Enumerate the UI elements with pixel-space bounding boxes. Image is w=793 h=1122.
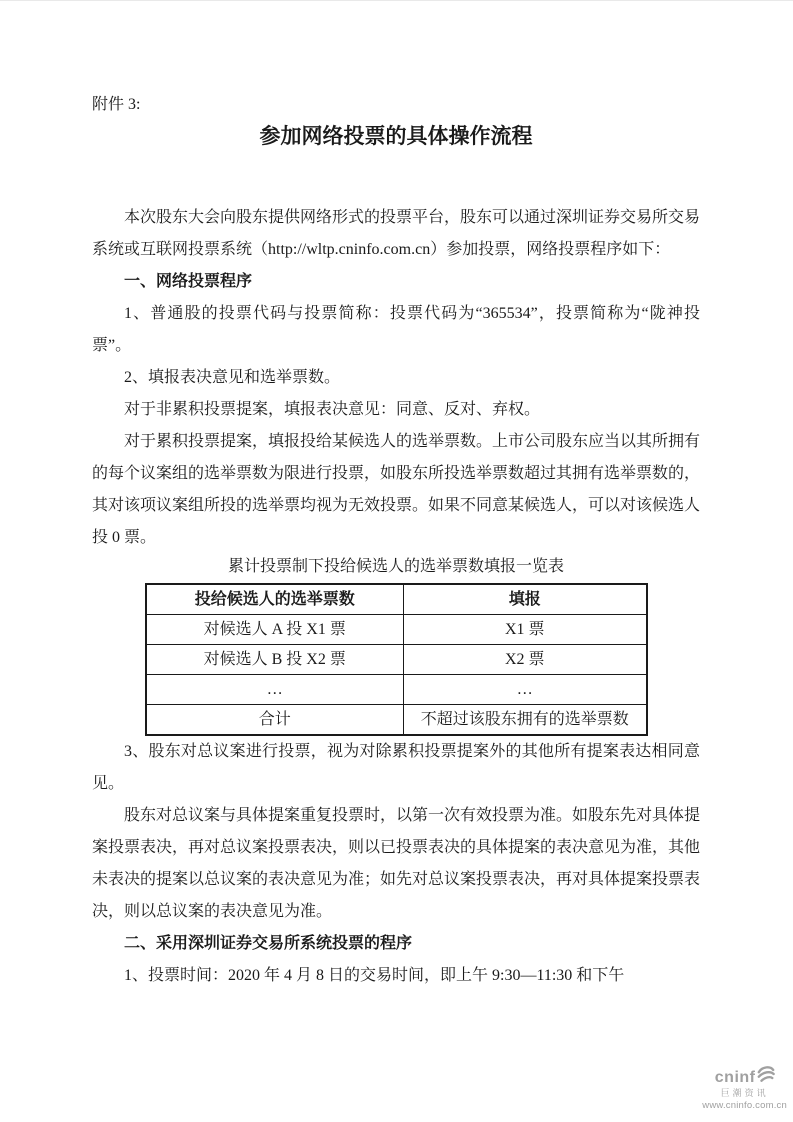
section2-paragraph-1: 1、投票时间：2020 年 4 月 8 日的交易时间，即上午 9:30—11:30 和下午	[124, 967, 625, 984]
attachment-label: 附件 3:	[92, 96, 141, 113]
table-cell: 对候选人 B 投 X2 票	[146, 645, 404, 675]
cninfo-brand-text: cninf	[714, 1068, 756, 1086]
cninfo-chinese-name: 巨潮资讯	[720, 1087, 769, 1098]
section1-paragraph-4: 对于累积投票提案，填报投给某候选人的选举票数。上市公司股东应当以其所拥有的每个议案组的选举票数为限进行投票，如股东所投选举票数超过其拥有选举票数的，其对该项议案组所投的选举票均视为无效投票。如果不同意某候选人，可以对该候选人投 0 票。	[92, 433, 701, 546]
table-row	[146, 615, 647, 645]
section1-paragraph-2: 2、填报表决意见和选举票数。	[124, 369, 341, 386]
table-cell: X1 票	[404, 615, 647, 645]
table-cell: X2 票	[404, 645, 647, 675]
section2-heading: 二、采用深圳证券交易所系统投票的程序	[124, 935, 413, 952]
cninfo-logo-row	[702, 1069, 787, 1087]
section1-paragraph-1: 1、普通股的投票代码与投票简称：投票代码为“365534”，投票简称为“陇神投票”。	[92, 305, 700, 354]
cninfo-swirl-icon	[757, 1065, 775, 1087]
document-body	[92, 94, 700, 992]
table-header-cell: 投给候选人的选举票数	[146, 584, 404, 615]
table-cell: …	[146, 675, 404, 705]
table-cell: 不超过该股东拥有的选举票数	[404, 705, 647, 736]
table-cell: 合计	[146, 705, 404, 736]
section1-paragraph-5: 3、股东对总议案进行投票，视为对除累积投票提案外的其他所有提案表达相同意见。	[92, 743, 700, 792]
section1-heading: 一、网络投票程序	[124, 273, 253, 290]
table-header-cell: 填报	[404, 584, 647, 615]
table-cell: 对候选人 A 投 X1 票	[146, 615, 404, 645]
table-cell: …	[404, 675, 647, 705]
table-row	[146, 705, 647, 736]
page-top-divider	[0, 0, 793, 1]
cninfo-watermark	[702, 1069, 787, 1111]
table-row	[146, 675, 647, 705]
cumulative-vote-table	[145, 583, 648, 736]
page-title: 参加网络投票的具体操作流程	[259, 125, 533, 148]
section1-paragraph-3: 对于非累积投票提案，填报表决意见：同意、反对、弃权。	[124, 401, 541, 418]
intro-paragraph: 本次股东大会向股东提供网络形式的投票平台，股东可以通过深圳证券交易所交易系统或互联网投票系统（http://wltp.cninfo.com.cn）参加投票，网络投票程序如下：	[92, 209, 701, 258]
table-row	[146, 645, 647, 675]
table-caption: 累计投票制下投给候选人的选举票数填报一览表	[227, 558, 564, 575]
section1-paragraph-6: 股东对总议案与具体提案重复投票时，以第一次有效投票为准。如股东先对具体提案投票表决，再对总议案投票表决，则以已投票表决的具体提案的表决意见为准，其他未表决的提案以总议案的表决意见为准；如先对总议案投票表决，再对具体提案投票表决，则以总议案的表决意见为准。	[92, 807, 701, 920]
cninfo-url: www.cninfo.com.cn	[702, 1099, 787, 1111]
table-header-row	[146, 584, 647, 615]
